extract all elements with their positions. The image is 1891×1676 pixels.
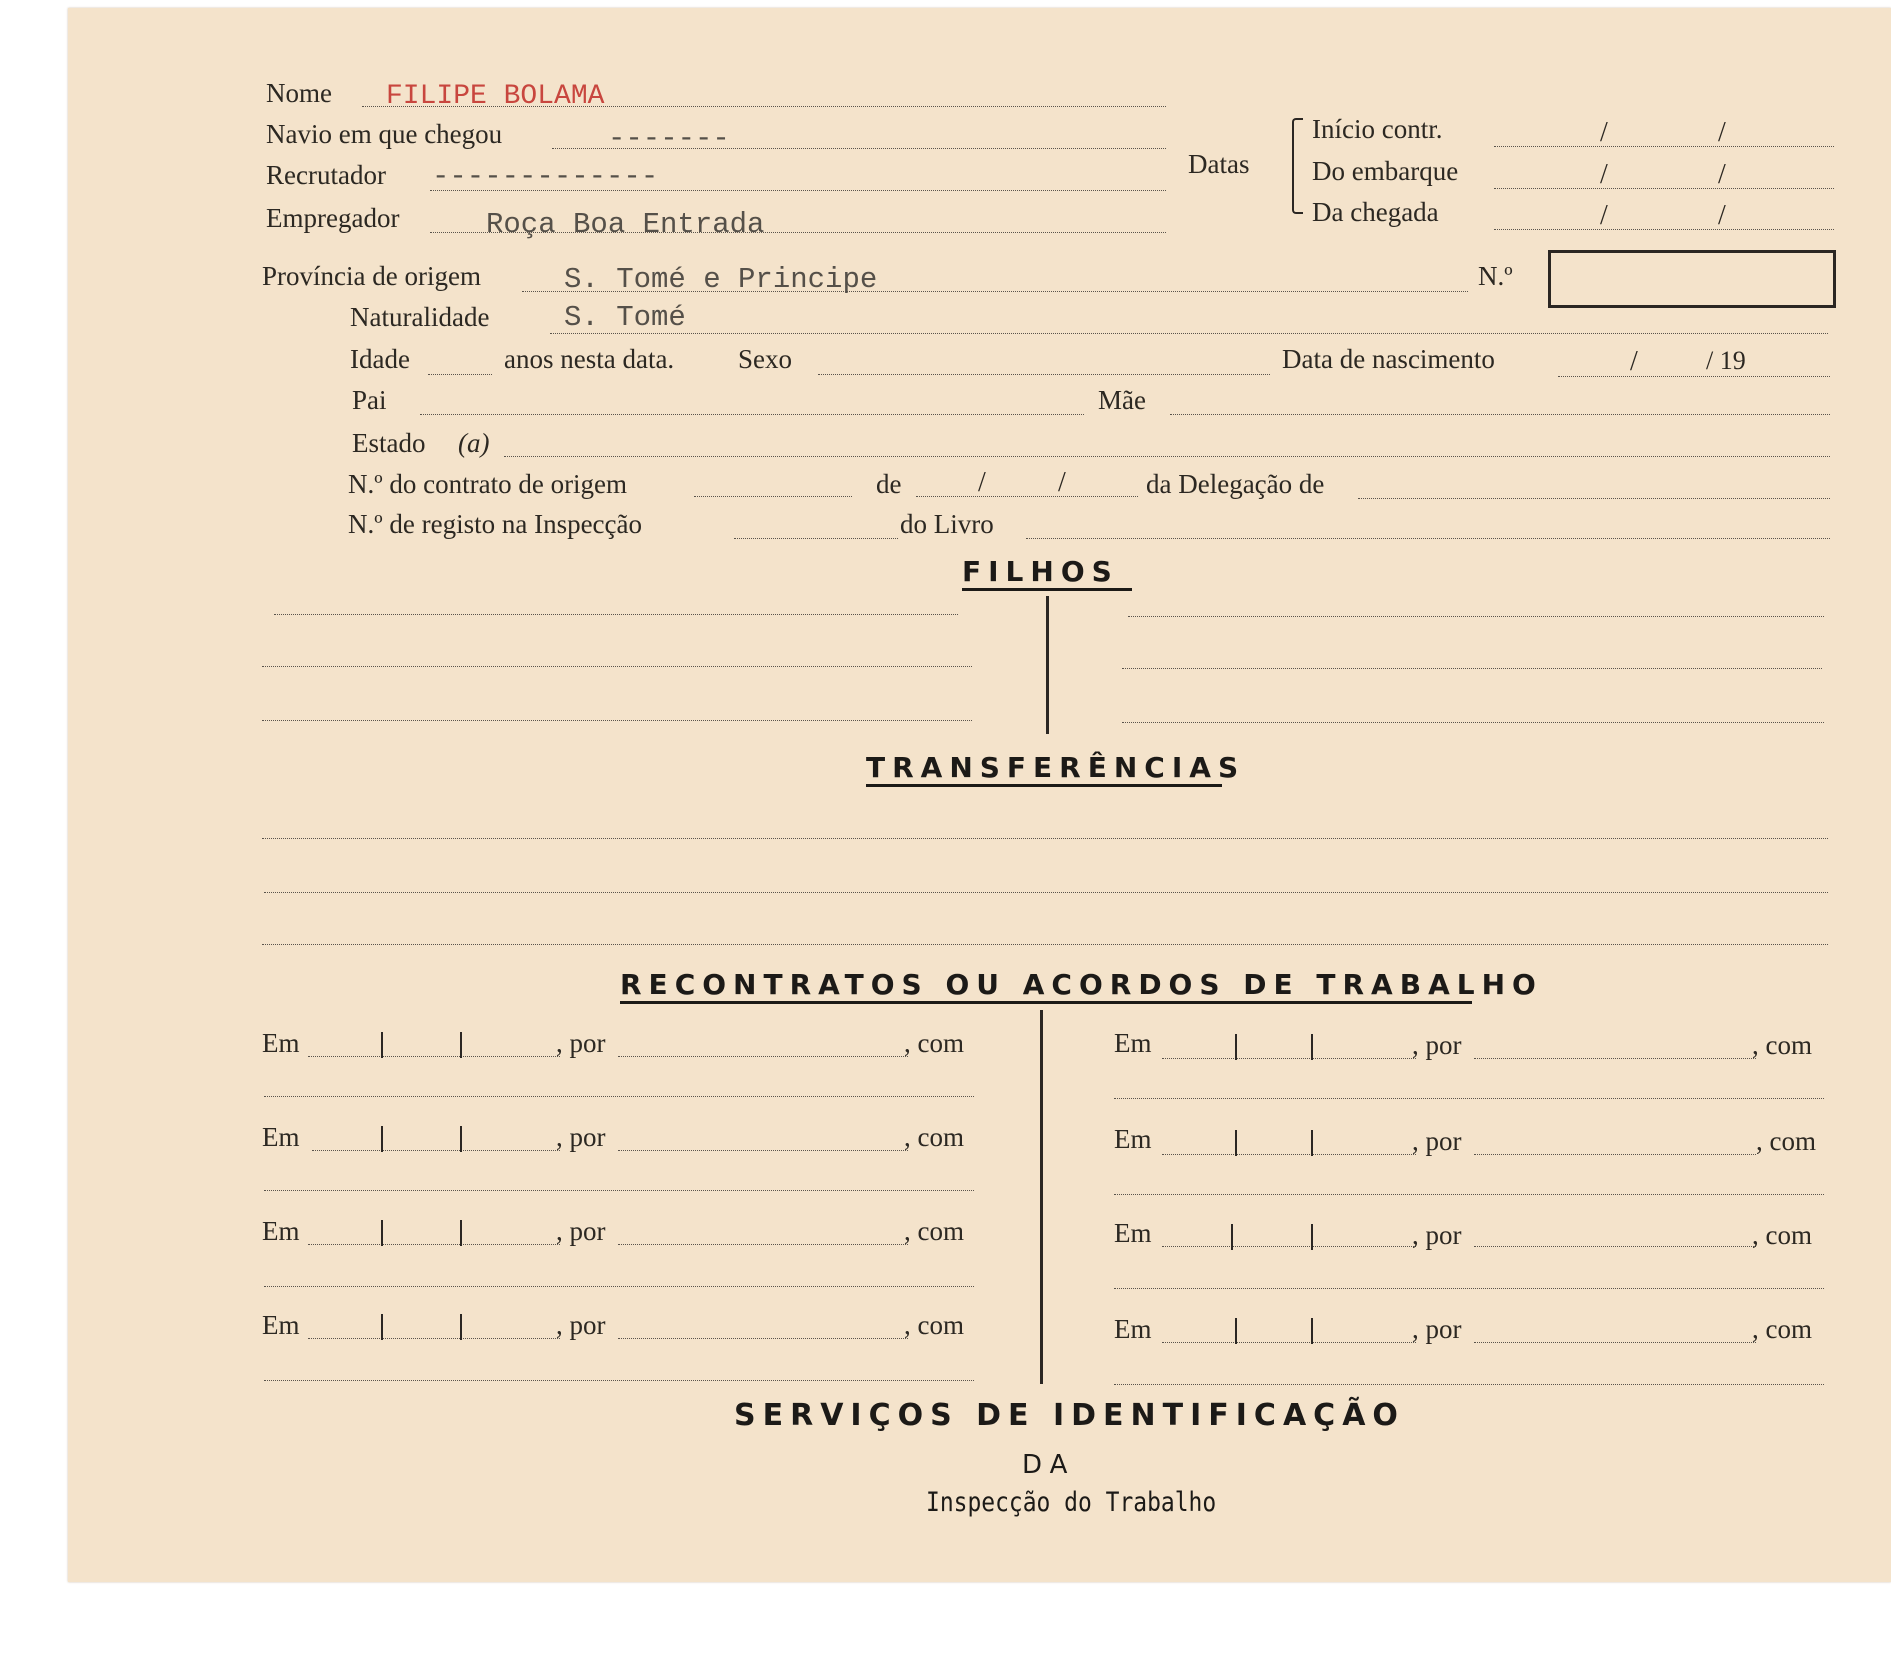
- filhos-line-l2: [262, 666, 972, 667]
- filhos-line-r3: [1122, 722, 1824, 723]
- por-line: [618, 1244, 908, 1245]
- com-line: [264, 1380, 974, 1381]
- em-label: Em: [1114, 1314, 1152, 1344]
- por-line: [618, 1056, 908, 1057]
- em-date-line: [1162, 1246, 1416, 1247]
- estado-line: [504, 456, 1830, 457]
- por-line: [1474, 1246, 1756, 1247]
- estado-note: (a): [458, 428, 490, 458]
- nascimento-label: Data de nascimento: [1282, 344, 1495, 374]
- em-label: Em: [1114, 1028, 1152, 1058]
- provincia-label: Província de origem: [262, 261, 481, 291]
- com-line: [264, 1190, 974, 1191]
- em-label: Em: [262, 1028, 300, 1058]
- com-label: , com: [904, 1310, 964, 1340]
- date-bar: [460, 1220, 462, 1246]
- idade-line: [428, 374, 492, 375]
- com-label: , com: [904, 1122, 964, 1152]
- em-date-line: [312, 1150, 560, 1151]
- filhos-heading: FILHOS: [962, 555, 1119, 588]
- em-label: Em: [1114, 1124, 1152, 1154]
- em-date-line: [308, 1056, 560, 1057]
- date-bar: [1311, 1034, 1313, 1060]
- identification-card: [68, 8, 1891, 1582]
- em-label: Em: [1114, 1218, 1152, 1248]
- date-bar: [381, 1032, 383, 1058]
- embarque-slash-2: /: [1718, 159, 1726, 190]
- contrato-label: N.º do contrato de origem: [348, 469, 628, 499]
- sexo-label: Sexo: [738, 344, 792, 374]
- embarque-slash-1: /: [1600, 159, 1608, 190]
- mae-label: Mãe: [1098, 385, 1146, 415]
- chegada-slash-1: /: [1600, 200, 1608, 231]
- date-bar: [460, 1032, 462, 1058]
- registo-line: [734, 538, 898, 539]
- provincia-line: [522, 291, 1468, 292]
- transferencias-line-2: [264, 892, 1828, 893]
- transferencias-underline: [866, 784, 1222, 787]
- chegada-slash-2: /: [1718, 200, 1726, 231]
- navio-value[interactable]: -------: [608, 122, 730, 155]
- footer-inspeccao: Inspecção do Trabalho: [926, 1487, 1217, 1518]
- recrutador-line: [430, 190, 1166, 191]
- em-date-line: [308, 1338, 560, 1339]
- inicio-label: Início contr.: [1312, 114, 1443, 144]
- em-label: Em: [262, 1122, 300, 1152]
- date-bar: [1231, 1224, 1233, 1250]
- por-label: , por: [556, 1028, 606, 1058]
- com-label: , com: [1752, 1030, 1812, 1060]
- embarque-label: Do embarque: [1312, 156, 1459, 186]
- com-label: , com: [1752, 1220, 1812, 1250]
- de-date-line: [916, 496, 1138, 497]
- de-slash-2: /: [1058, 467, 1066, 498]
- nome-value[interactable]: FILIPE BOLAMA: [386, 81, 605, 112]
- livro-line: [1026, 538, 1830, 539]
- nascimento-year-prefix: / 19: [1706, 346, 1746, 375]
- naturalidade-value[interactable]: S. Tomé: [564, 301, 686, 334]
- em-date-line: [308, 1244, 560, 1245]
- por-label: , por: [1412, 1220, 1462, 1250]
- com-line: [1114, 1194, 1824, 1195]
- delegacao-line: [1358, 498, 1830, 499]
- inicio-line: [1494, 146, 1834, 147]
- por-line: [618, 1338, 908, 1339]
- embarque-line: [1494, 188, 1834, 189]
- date-bar: [1311, 1130, 1313, 1156]
- delegacao-label: da Delegação de: [1146, 469, 1325, 499]
- empregador-line: [430, 232, 1166, 233]
- com-label: , com: [904, 1028, 964, 1058]
- contrato-line: [694, 496, 852, 497]
- em-date-line: [1162, 1154, 1416, 1155]
- footer-da: DA: [1022, 1450, 1076, 1480]
- date-bar: [1311, 1318, 1313, 1344]
- filhos-line-l3: [262, 720, 972, 721]
- recontratos-heading: RECONTRATOS OU ACORDOS DE TRABALHO: [620, 968, 1543, 1001]
- recrutador-value[interactable]: -------------: [432, 160, 659, 193]
- em-label: Em: [262, 1310, 300, 1340]
- provincia-value[interactable]: S. Tomé e Principe: [564, 263, 878, 296]
- anos-label: anos nesta data.: [504, 344, 675, 374]
- sexo-line: [818, 374, 1270, 375]
- por-label: , por: [1412, 1126, 1462, 1156]
- numero-label: N.º: [1478, 261, 1513, 291]
- por-label: , por: [1412, 1030, 1462, 1060]
- empregador-label: Empregador: [266, 203, 400, 233]
- estado-label: Estado: [352, 428, 426, 458]
- de-label: de: [876, 469, 902, 499]
- em-date-line: [1162, 1058, 1416, 1059]
- de-slash-1: /: [978, 467, 986, 498]
- footer-servicos: SERVIÇOS DE IDENTIFICAÇÃO: [734, 1398, 1405, 1433]
- por-line: [1474, 1058, 1756, 1059]
- numero-box[interactable]: [1548, 250, 1836, 308]
- nascimento-slash: /: [1630, 346, 1638, 377]
- mae-line: [1170, 414, 1830, 415]
- filhos-divider: [1046, 596, 1049, 734]
- pai-label: Pai: [352, 385, 387, 415]
- por-line: [1474, 1342, 1756, 1343]
- filhos-line-r1: [1128, 616, 1824, 617]
- nome-label: Nome: [266, 78, 332, 108]
- filhos-line-r2: [1122, 668, 1822, 669]
- date-bar: [1235, 1318, 1237, 1344]
- por-line: [1474, 1154, 1756, 1155]
- com-label: , com: [904, 1216, 964, 1246]
- registo-label: N.º de registo na Inspecção: [348, 509, 643, 539]
- chegada-line: [1494, 229, 1834, 230]
- date-bar: [460, 1126, 462, 1152]
- por-label: , por: [556, 1216, 606, 1246]
- em-date-line: [1162, 1342, 1416, 1343]
- nascimento-line: [1558, 376, 1830, 377]
- date-bar: [1235, 1130, 1237, 1156]
- com-line: [264, 1286, 974, 1287]
- com-line: [1114, 1098, 1824, 1099]
- por-label: , por: [1412, 1314, 1462, 1344]
- date-bar: [381, 1126, 383, 1152]
- filhos-line-l1: [274, 614, 958, 615]
- por-line: [618, 1150, 908, 1151]
- naturalidade-label: Naturalidade: [350, 302, 490, 332]
- nome-line: [362, 106, 1166, 107]
- filhos-underline: [962, 588, 1132, 591]
- em-label: Em: [262, 1216, 300, 1246]
- inicio-slash-2: /: [1718, 117, 1726, 148]
- pai-line: [420, 414, 1084, 415]
- empregador-value[interactable]: Roça Boa Entrada: [486, 208, 765, 241]
- navio-line: [552, 148, 1166, 149]
- transferencias-line-3: [262, 944, 1828, 945]
- chegada-label: Da chegada: [1312, 197, 1439, 227]
- com-label: , com: [1756, 1126, 1816, 1156]
- datas-brace: [1292, 118, 1303, 214]
- com-line: [1114, 1384, 1824, 1385]
- por-label: , por: [556, 1310, 606, 1340]
- com-line: [1114, 1288, 1824, 1289]
- recontratos-underline: [620, 1001, 1472, 1004]
- com-line: [264, 1096, 974, 1097]
- date-bar: [1235, 1034, 1237, 1060]
- date-bar: [460, 1314, 462, 1340]
- date-bar: [381, 1220, 383, 1246]
- date-bar: [1311, 1224, 1313, 1250]
- recrutador-label: Recrutador: [266, 160, 386, 190]
- livro-label: do Livro: [900, 509, 994, 539]
- por-label: , por: [556, 1122, 606, 1152]
- transferencias-line-1: [262, 838, 1828, 839]
- idade-label: Idade: [350, 344, 410, 374]
- com-label: , com: [1752, 1314, 1812, 1344]
- transferencias-heading: TRANSFERÊNCIAS: [866, 751, 1246, 784]
- inicio-slash-1: /: [1600, 117, 1608, 148]
- datas-label: Datas: [1188, 149, 1250, 179]
- navio-label: Navio em que chegou: [266, 119, 503, 149]
- naturalidade-line: [550, 333, 1828, 334]
- recontratos-divider: [1040, 1010, 1043, 1384]
- date-bar: [381, 1314, 383, 1340]
